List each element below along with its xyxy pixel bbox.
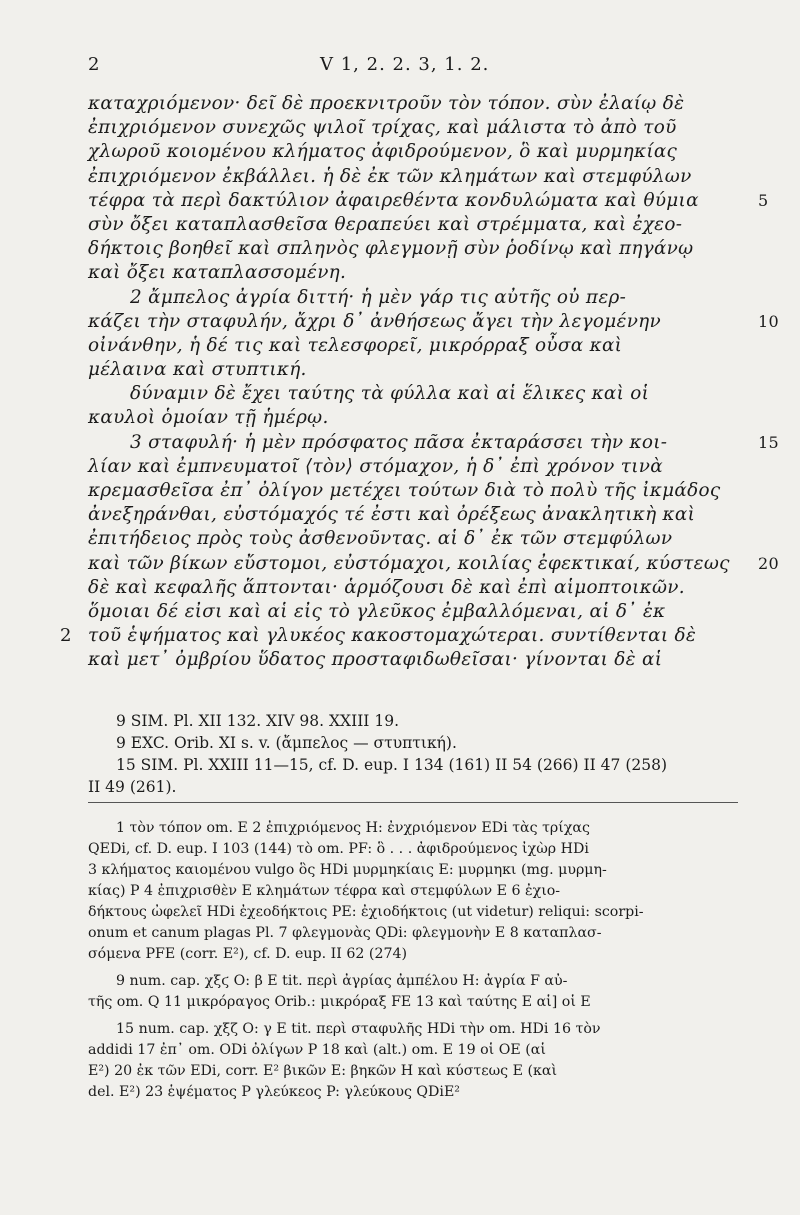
text-line <box>88 431 779 455</box>
text-line <box>88 189 769 213</box>
text-line-content: τέφρα τὰ περὶ δακτύλιον ἀφαιρεθέντα κονδυλώματα καὶ θύμια <box>88 189 699 211</box>
text-line <box>88 576 738 600</box>
text-line <box>88 334 738 358</box>
text-line-content: 3 σταφυλή· ἡ μὲν πρόσφατος πᾶσα ἐκταράσσει τὴν κοι- <box>130 431 668 453</box>
text-line-content: τοῦ ἑψήματος καὶ γλυκέος κακοστομαχώτεραι. συντίθενται δὲ <box>88 625 697 647</box>
text-line <box>88 92 738 116</box>
apparatus-line: 9 num. cap. χξϛ O: β E tit. περὶ ἀγρίας ἀμπέλου H: ἀγρία F αὐ- <box>116 973 568 989</box>
text-line-content: καυλοὶ ὁμοίαν τῇ ἡμέρῳ. <box>88 407 329 429</box>
text-line <box>88 600 738 624</box>
source-line: II 49 (261). <box>88 778 177 796</box>
apparatus-line: σόμενα PFE (corr. E²), cf. D. eup. II 62 (274) <box>88 946 408 962</box>
text-line <box>88 455 738 479</box>
text-line <box>88 213 738 237</box>
text-line <box>88 237 738 261</box>
text-line-content: 2 ἄμπελος ἀγρία διττή· ἡ μὲν γάρ τις αὐτῆς οὐ περ- <box>130 286 627 308</box>
text-line-content: ἐπιτήδειος πρὸς τοὺς ἀσθενοῦντας. αἱ δ᾽ ἐκ τῶν στεμφύλων <box>88 528 673 550</box>
text-line <box>88 648 738 672</box>
text-line <box>88 310 779 334</box>
apparatus-divider <box>88 802 738 803</box>
text-line-content: δὲ καὶ κεφαλῆς ἅπτονται· ἁρμόζουσι δὲ καὶ ἐπὶ αἱμοπτοικῶν. <box>88 576 685 598</box>
text-line-content: ἀνεξηράνθαι, εὐστόμαχός τέ ἐστι καὶ ὀρέξεως ἀνακλητικὴ καὶ <box>88 504 696 526</box>
text-line <box>88 140 738 164</box>
apparatus-line: del. E²) 23 ἑψέματος P γλεύκεος P: γλεύκους QDiE² <box>88 1084 460 1100</box>
source-line: 15 SIM. Pl. XXIII 11—15, cf. D. eup. I 134 (161) II 54 (266) II 47 (258) <box>116 756 667 774</box>
text-line <box>60 624 738 648</box>
text-line <box>88 479 738 503</box>
text-line <box>88 382 738 406</box>
text-line-content: σὺν ὄξει καταπλασθεῖσα θεραπεύει καὶ στρέμματα, καὶ ἐχεο- <box>88 213 683 235</box>
text-line-content: κάζει τὴν σταφυλήν, ἄχρι δ᾽ ἀνθήσεως ἄγει τὴν λεγομένην <box>88 310 661 332</box>
apparatus-line: QEDi, cf. D. eup. I 103 (144) τὸ om. PF: ὃ . . . ἀφιδρούμενος ἰχὼρ HDi <box>88 841 589 857</box>
running-head: V 1, 2. 2. 3, 1. 2. <box>320 54 490 75</box>
text-line <box>88 116 738 140</box>
text-line-content: λίαν καὶ ἐμπνευματοῖ ⟨τὸν⟩ στόμαχον, ἡ δ᾽ ἐπὶ χρόνον τινὰ <box>88 455 663 477</box>
text-line-content: καταχριόμενον· δεῖ δὲ προεκνιτροῦν τὸν τόπον. σὺν ἐλαίῳ δὲ <box>88 93 685 114</box>
text-line-content: μέλαινα καὶ στυπτική. <box>88 359 307 381</box>
source-line: 9 EXC. Orib. XI s. v. (ἄμπελος — στυπτική). <box>116 734 457 752</box>
margin-section-number: 2 <box>60 625 72 647</box>
text-line <box>88 358 738 382</box>
text-line <box>88 286 738 310</box>
text-line-content: καὶ μετ᾽ ὀμβρίου ὕδατος προσταφιδωθεῖσαι· γίνονται δὲ αἱ <box>88 649 663 671</box>
text-line-content: οἰνάνθην, ἡ δέ τις καὶ τελεσφορεῖ, μικρόρραξ οὖσα καὶ <box>88 334 623 356</box>
apparatus-line: κίας) P 4 ἐπιχρισθὲν E κλημάτων τέφρα καὶ στεμφύλων E 6 ἐχιο- <box>88 883 561 899</box>
apparatus-line: 1 τὸν τόπον om. E 2 ἐπιχριόμενος H: ἐνχριόμενον EDi τὰς τρίχας <box>116 820 590 836</box>
text-line-content: ἐπιχριόμενον ἐκβάλλει. ἡ δὲ ἐκ τῶν κλημάτων καὶ στεμφύλων <box>88 165 692 187</box>
text-line <box>88 552 779 576</box>
text-line <box>88 165 738 189</box>
page-number: 2 <box>88 54 100 75</box>
line-number: 5 <box>758 190 769 210</box>
apparatus-line: addidi 17 ἐπ᾽ om. ODi ὀλίγων P 18 καὶ (alt.) om. E 19 οἱ OE (αἱ <box>88 1042 546 1058</box>
critical-apparatus <box>88 818 753 1103</box>
apparatus-line: 15 num. cap. χξζ O: γ E tit. περὶ σταφυλῆς HDi τὴν om. HDi 16 τὸν <box>116 1021 601 1037</box>
text-line-content: χλωροῦ κοιομένου κλήματος ἀφιδρούμενον, ὃ καὶ μυρμηκίας <box>88 141 678 163</box>
apparatus-line: 3 κλήματος καιομένου vulgo ὃς HDi μυρμηκίαις E: μυρμηκι (mg. μυρμη- <box>88 862 607 878</box>
main-greek-text <box>60 92 779 673</box>
text-line-content: καὶ ὄξει καταπλασσομένη. <box>88 262 347 284</box>
source-line: 9 SIM. Pl. XII 132. XIV 98. XXIII 19. <box>116 712 400 730</box>
apparatus-line: onum et canum plagas Pl. 7 φλεγμονὰς QDi: φλεγμονὴν E 8 καταπλασ- <box>88 925 602 941</box>
text-line <box>88 527 738 551</box>
line-number: 20 <box>758 553 779 573</box>
text-line-content: δήκτοις βοηθεῖ καὶ σπληνὸς φλεγμονῇ σὺν ῥοδίνῳ καὶ πηγάνῳ <box>88 238 694 260</box>
text-line-content: καὶ τῶν βίκων εὔστομοι, εὐστόμαχοι, κοιλίας ἐφεκτικαί, κύστεως <box>88 552 730 574</box>
text-line <box>88 503 738 527</box>
text-line-content: δύναμιν δὲ ἔχει ταύτης τὰ φύλλα καὶ αἱ ἕλικες καὶ οἱ <box>130 383 650 405</box>
apparatus-line: τῆς om. Q 11 μικρόραγος Orib.: μικρόραξ FE 13 καὶ ταύτης E αἱ] οἱ E <box>88 994 591 1010</box>
apparatus-line: E²) 20 ἐκ τῶν EDi, corr. E² βικῶν E: βηκῶν H καὶ κύστεως E (καὶ <box>88 1063 558 1079</box>
sources-apparatus <box>88 710 738 798</box>
text-line-content: κρεμασθεῖσα ἐπ᾽ ὀλίγον μετέχει τούτων διὰ τὸ πολὺ τῆς ἰκμάδος <box>88 480 721 501</box>
page-header <box>88 54 748 84</box>
apparatus-line: δήκτους ὠφελεῖ HDi ἐχεοδήκτοις PE: ἐχιοδήκτοις (ut videtur) reliqui: scorpi- <box>88 904 644 920</box>
line-number: 10 <box>758 311 779 331</box>
line-number: 15 <box>758 432 779 452</box>
text-line-content: ὅμοιαι δέ εἰσι καὶ αἱ εἰς τὸ γλεῦκος ἐμβαλλόμεναι, αἱ δ᾽ ἐκ <box>88 600 666 622</box>
text-line-content: ἐπιχριόμενον συνεχῶς ψιλοῖ τρίχας, καὶ μάλιστα τὸ ἀπὸ τοῦ <box>88 117 677 139</box>
text-line <box>88 406 738 430</box>
text-line <box>88 261 738 285</box>
